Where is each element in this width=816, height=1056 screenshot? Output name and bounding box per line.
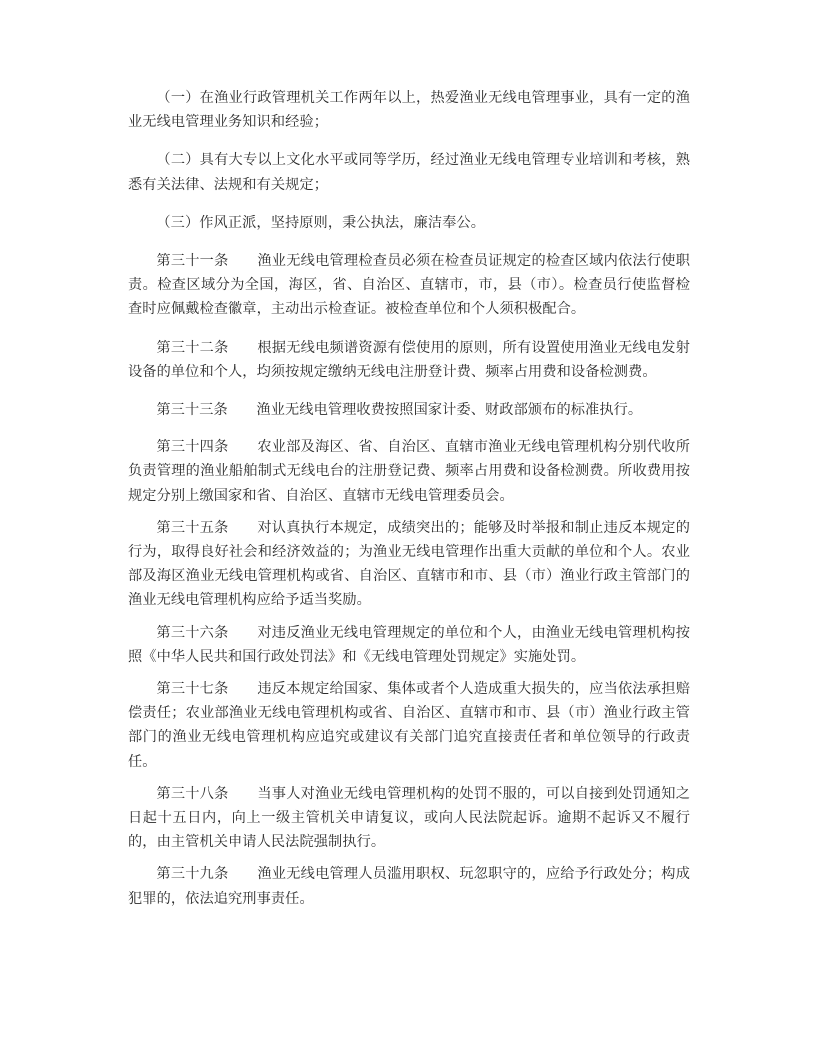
article-number: 第三十五条 (156, 519, 229, 536)
article-number: 第三十六条 (156, 624, 229, 641)
paragraph-article-33 (128, 398, 690, 422)
paragraph-article-34 (128, 435, 690, 508)
paragraph-text: 对认真执行本规定，成绩突出的；能够及时举报和制止违反本规定的行为，取得良好社会和经济效益的；为渔业无线电管理作出重大贡献的单位和个人。农业部及海区渔业无线电管理机构或省、自治区、直辖市和市、县（市）渔业行政主管部门的渔业无线电管理机构应给予适当奖励。 (128, 519, 690, 609)
article-number-spacer (229, 866, 258, 882)
article-number: 第三十八条 (156, 785, 229, 802)
paragraph-article-37 (128, 677, 690, 774)
article-number: 第三十二条 (156, 339, 229, 356)
article-number-spacer (229, 439, 258, 455)
paragraph-article-35 (128, 516, 690, 613)
paragraph-text: 对违反渔业无线电管理规定的单位和个人，由渔业无线电管理机构按照《中华人民共和国行政处罚法》和《无线电管理处罚规定》实施处罚。 (128, 624, 690, 665)
paragraph-item-1 (128, 86, 690, 134)
paragraph-text: 当事人对渔业无线电管理机构的处罚不服的，可以自接到处罚通知之日起十五日内，向上一级主管机关申请复议，或向人民法院起诉。逾期不起诉又不履行的，由主管机关申请人民法院强制执行。 (128, 785, 690, 851)
article-number: 第三十九条 (156, 866, 229, 883)
article-number-spacer (229, 625, 258, 641)
article-number: 第三十七条 (156, 681, 229, 698)
paragraph-item-2 (128, 148, 690, 196)
paragraph-text: 渔业无线电管理检查员必须在检查员证规定的检查区域内依法行使职责。检查区域分为全国，海区，省、自治区、直辖市，市，县（市）。检查员行使监督检查时应佩戴检查徽章，主动出示检查证。被检查单位和个人须积极配合。 (128, 253, 690, 318)
paragraph-text: 违反本规定给国家、集体或者个人造成重大损失的，应当依法承担赔偿责任；农业部渔业无线电管理机构或省、自治区、直辖市和市、县（市）渔业行政主管部门的渔业无线电管理机构应追究或建议有关部门追究直接责任者和单位领导的行政责任。 (128, 681, 690, 770)
paragraph-text: 农业部及海区、省、自治区、直辖市渔业无线电管理机构分别代收所负责管理的渔业船舶制式无线电台的注册登记费、频率占用费和设备检测费。所收费用按规定分别上缴国家和省、自治区、直辖市无线电管理委员会。 (128, 439, 690, 504)
paragraph-article-31 (128, 249, 690, 322)
paragraph-text: 渔业无线电管理人员滥用职权、玩忽职守的，应给予行政处分；构成犯罪的，依法追究刑事责任。 (128, 866, 690, 907)
article-number-spacer (229, 786, 258, 802)
paragraph-article-32 (128, 336, 690, 384)
paragraph-article-38 (128, 782, 690, 855)
paragraph-article-39 (128, 862, 690, 910)
article-number: 第三十一条 (156, 253, 229, 270)
paragraph-text: （二）具有大专以上文化水平或同等学历，经过渔业无线电管理专业培训和考核，熟悉有关法律、法规和有关规定； (128, 152, 690, 193)
document-body (128, 86, 690, 911)
paragraph-text: 渔业无线电管理收费按照国家计委、财政部颁布的标准执行。 (256, 402, 643, 419)
paragraph-article-36 (128, 621, 690, 669)
article-number: 第三十三条 (156, 402, 228, 419)
article-number-spacer (229, 681, 258, 697)
paragraph-text: 根据无线电频谱资源有偿使用的原则，所有设置使用渔业无线电发射设备的单位和个人，均须按规定缴纳无线电注册登计费、频率占用费和设备检测费。 (128, 339, 690, 380)
article-number: 第三十四条 (156, 439, 229, 456)
article-number-spacer (229, 340, 258, 356)
article-number-spacer (229, 253, 258, 269)
paragraph-text: （三）作风正派，坚持原则，秉公执法，廉洁奉公。 (156, 214, 486, 231)
article-number-spacer (228, 402, 257, 418)
paragraph-item-3 (128, 211, 690, 235)
paragraph-text: （一）在渔业行政管理机关工作两年以上，热爱渔业无线电管理事业，具有一定的渔业无线电管理业务知识和经验； (128, 90, 690, 131)
article-number-spacer (229, 520, 258, 536)
